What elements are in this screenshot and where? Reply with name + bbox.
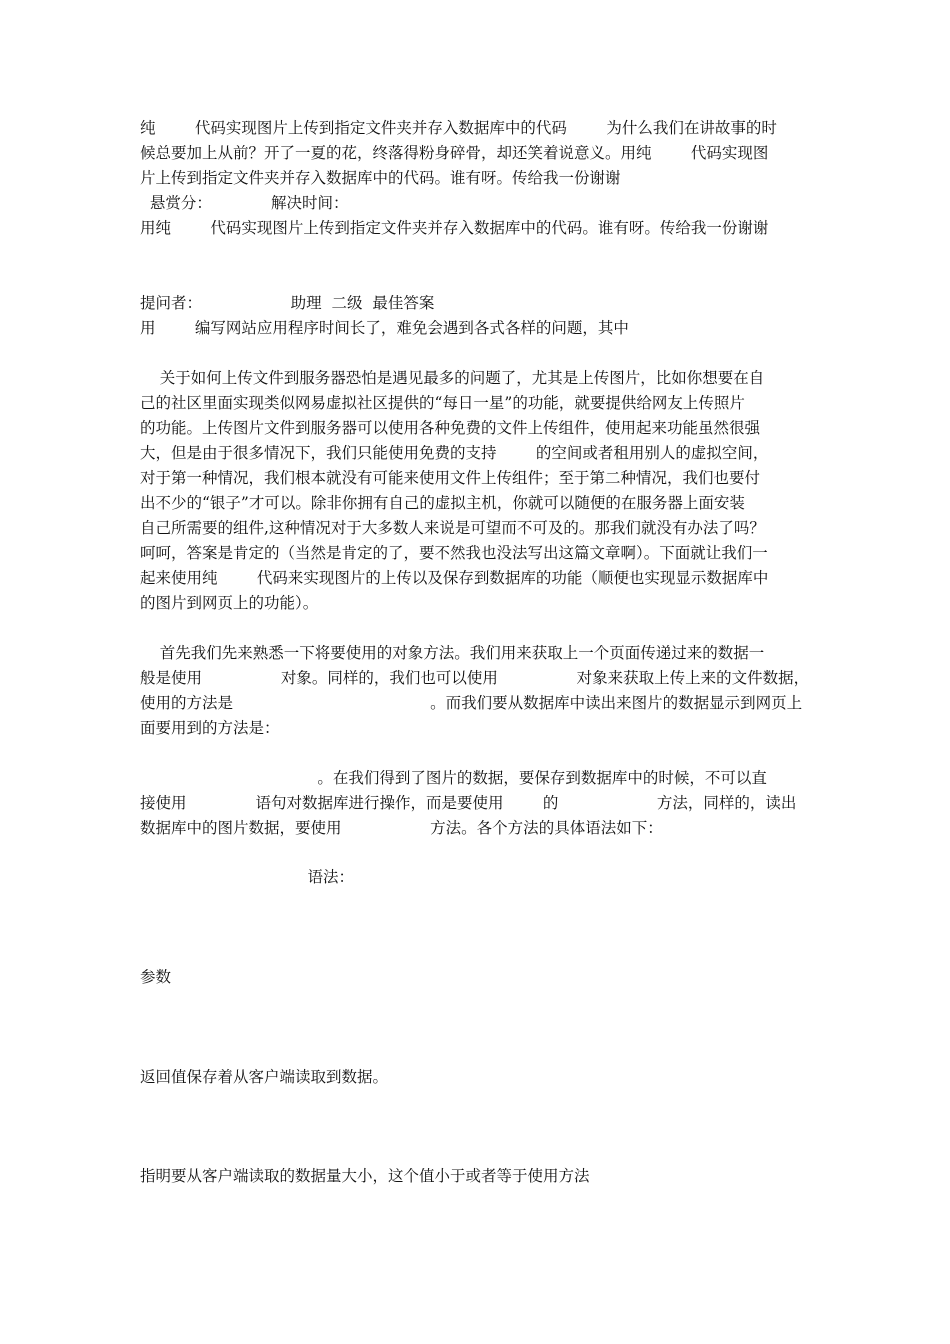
text-line: 提问者： 助理 二级 最佳答案 bbox=[140, 294, 435, 312]
text-line: 用纯 代码实现图片上传到指定文件夹并存入数据库中的代码。谁有呀。传给我一份谢谢 bbox=[140, 219, 769, 237]
text-line: 出不少的“银子”才可以。除非你拥有自己的虚拟主机，你就可以随便的在服务器上面安装 bbox=[140, 494, 745, 512]
text-line: 般是使用 对象。同样的，我们也可以使用 对象来获取上传上来的文件数据， bbox=[140, 669, 810, 687]
text-line: 数据库中的图片数据，要使用 方法。各个方法的具体语法如下： bbox=[140, 819, 663, 837]
text-line: 。在我们得到了图片的数据，要保存到数据库中的时候，不可以直 bbox=[140, 769, 767, 787]
text-line: 指明要从客户端读取的数据量大小，这个值小于或者等于使用方法 bbox=[140, 1167, 590, 1185]
text-line: 己的社区里面实现类似网易虚拟社区提供的“每日一星”的功能，就要提供给网友上传照片 bbox=[140, 394, 745, 412]
text-line: 语法： bbox=[140, 868, 355, 886]
text-line: 首先我们先来熟悉一下将要使用的对象方法。我们用来获取上一个页面传递过来的数据一 bbox=[140, 644, 765, 662]
text-line: 接使用 语句对数据库进行操作，而是要使用 的 方法，同样的，读出 bbox=[140, 794, 797, 812]
text-line: 大，但是由于很多情况下，我们只能使用免费的支持 的空间或者租用别人的虚拟空间， bbox=[140, 444, 769, 462]
text-line: 的功能。上传图片文件到服务器可以使用各种免费的文件上传组件，使用起来功能虽然很强 bbox=[140, 419, 761, 437]
text-line: 呵呵，答案是肯定的（当然是肯定的了，要不然我也没法写出这篇文章啊）。下面就让我们一 bbox=[140, 544, 768, 562]
text-line: 对于第一种情况，我们根本就没有可能来使用文件上传组件；至于第二种情况，我们也要付 bbox=[140, 469, 761, 487]
text-line: 使用的方法是 。而我们要从数据库中读出来图片的数据显示到网页上 bbox=[140, 694, 803, 712]
text-line: 用 编写网站应用程序时间长了，难免会遇到各式各样的问题，其中 bbox=[140, 319, 629, 337]
text-line: 起来使用纯 代码来实现图片的上传以及保存到数据库的功能（顺便也实现显示数据库中 bbox=[140, 569, 769, 587]
text-line: 关于如何上传文件到服务器恐怕是遇见最多的问题了，尤其是上传图片，比如你想要在自 bbox=[140, 369, 765, 387]
text-line: 面要用到的方法是： bbox=[140, 719, 280, 737]
text-line: 悬赏分： 解决时间： bbox=[140, 194, 349, 212]
text-line: 候总要加上从前？开了一夏的花，终落得粉身碎骨，却还笑着说意义。用纯 代码实现图 bbox=[140, 144, 769, 162]
text-line: 返回值保存着从客户端读取到数据。 bbox=[140, 1068, 389, 1086]
text-line: 纯 代码实现图片上传到指定文件夹并存入数据库中的代码 为什么我们在讲故事的时 bbox=[140, 119, 777, 137]
text-line: 自己所需要的组件,这种情况对于大多数人来说是可望而不可及的。那我们就没有办法了吗？ bbox=[140, 519, 765, 537]
text-line: 片上传到指定文件夹并存入数据库中的代码。谁有呀。传给我一份谢谢 bbox=[140, 169, 621, 187]
text-line: 的图片到网页上的功能）。 bbox=[140, 594, 319, 612]
text-line: 参数 bbox=[140, 968, 172, 986]
